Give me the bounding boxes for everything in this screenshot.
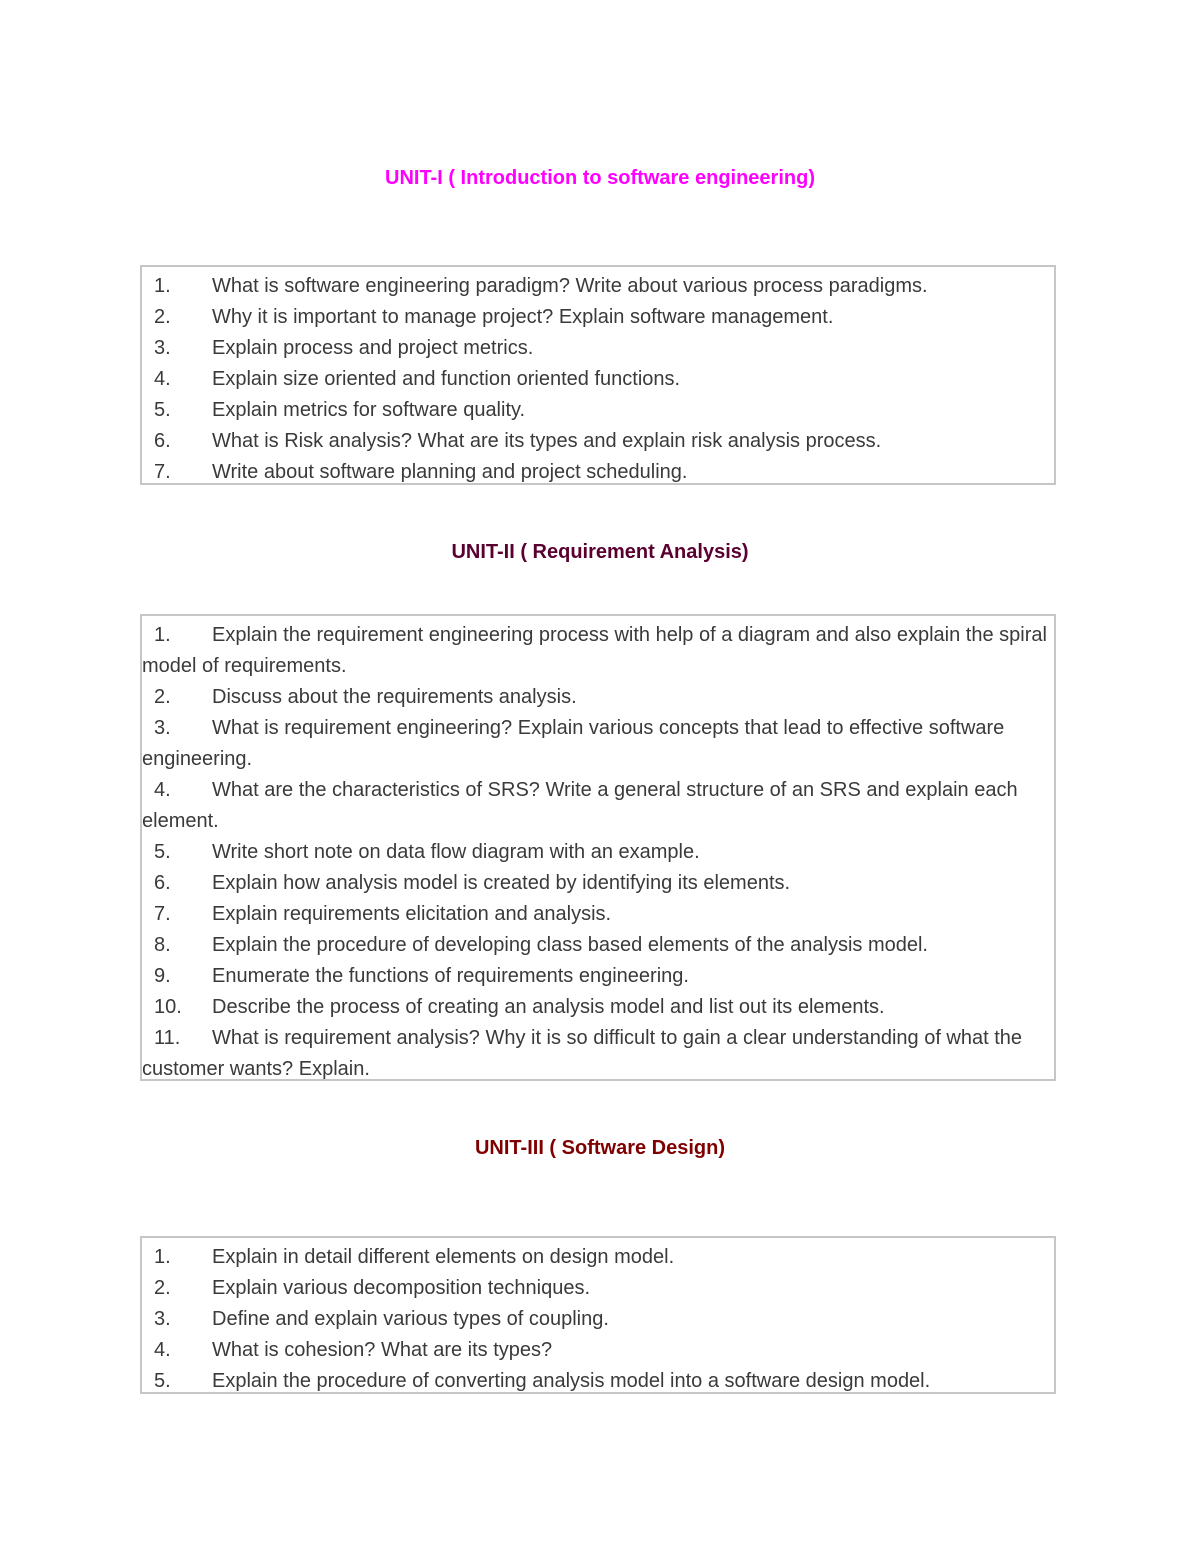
- list-item: [142, 837, 1054, 868]
- list-item: [142, 333, 1054, 364]
- question-number: 1.: [154, 275, 171, 297]
- question-number: 8.: [154, 934, 171, 956]
- unit-3-title: UNIT-III ( Software Design): [474, 1137, 726, 1159]
- question-number: 10.: [154, 996, 182, 1018]
- list-item: [142, 395, 1054, 426]
- question-text: Explain how analysis model is created by identifying its elements.: [212, 872, 791, 894]
- list-item: [142, 775, 1054, 837]
- list-item: [142, 426, 1054, 457]
- question-text: What are the characteristics of SRS? Write a general structure of an SRS and explain each element.: [142, 779, 1018, 832]
- question-text: Explain the procedure of converting analysis model into a software design model.: [212, 1370, 931, 1392]
- unit-3-question-list: [142, 1242, 1054, 1394]
- question-text: What is requirement engineering? Explain various concepts that lead to effective software engineering.: [142, 717, 1005, 770]
- list-item: [142, 364, 1054, 395]
- list-item: [142, 1335, 1054, 1366]
- question-text: Explain the requirement engineering process with help of a diagram and also explain the spiral model of requirements.: [142, 624, 1047, 677]
- list-item: [142, 1304, 1054, 1335]
- list-item: [142, 1242, 1054, 1273]
- unit-2-question-box: [140, 614, 1056, 1081]
- question-text: What is software engineering paradigm? Write about various process paradigms.: [212, 275, 928, 297]
- question-text: What is cohesion? What are its types?: [212, 1339, 553, 1361]
- unit-1-question-list: [142, 271, 1054, 485]
- question-text: Enumerate the functions of requirements engineering.: [212, 965, 689, 987]
- list-item: [142, 930, 1054, 961]
- list-item: [142, 1273, 1054, 1304]
- question-number: 2.: [154, 306, 171, 328]
- question-text: Discuss about the requirements analysis.: [212, 686, 577, 708]
- question-text: Explain process and project metrics.: [212, 337, 534, 359]
- question-text: Explain size oriented and function oriented functions.: [212, 368, 681, 390]
- question-number: 6.: [154, 872, 171, 894]
- question-text: Write about software planning and project scheduling.: [212, 461, 688, 483]
- question-number: 3.: [154, 1308, 171, 1330]
- question-number: 1.: [154, 624, 171, 646]
- list-item: [142, 457, 1054, 485]
- list-item: [142, 682, 1054, 713]
- question-number: 5.: [154, 399, 171, 421]
- question-text: Write short note on data flow diagram with an example.: [212, 841, 700, 863]
- list-item: [142, 1023, 1054, 1081]
- question-number: 5.: [154, 841, 171, 863]
- list-item: [142, 713, 1054, 775]
- list-item: [142, 271, 1054, 302]
- question-number: 7.: [154, 903, 171, 925]
- question-number: 4.: [154, 779, 171, 801]
- list-item: [142, 302, 1054, 333]
- question-number: 3.: [154, 717, 171, 739]
- unit-1-question-box: [140, 265, 1056, 485]
- question-text: Define and explain various types of coupling.: [212, 1308, 609, 1330]
- list-item: [142, 899, 1054, 930]
- question-number: 6.: [154, 430, 171, 452]
- question-text: Explain metrics for software quality.: [212, 399, 526, 421]
- unit-2-title: UNIT-II ( Requirement Analysis): [451, 541, 749, 563]
- question-number: 11.: [154, 1027, 181, 1049]
- question-number: 4.: [154, 368, 171, 390]
- question-text: Explain requirements elicitation and analysis.: [212, 903, 612, 925]
- question-number: 9.: [154, 965, 171, 987]
- question-text: Describe the process of creating an analysis model and list out its elements.: [212, 996, 885, 1018]
- list-item: [142, 992, 1054, 1023]
- question-number: 1.: [154, 1246, 171, 1268]
- question-text: Why it is important to manage project? Explain software management.: [212, 306, 834, 328]
- list-item: [142, 1366, 1054, 1394]
- unit-3-question-box: [140, 1236, 1056, 1394]
- question-number: 4.: [154, 1339, 171, 1361]
- unit-1-title: UNIT-I ( Introduction to software engineering): [385, 167, 815, 189]
- question-text: Explain the procedure of developing class based elements of the analysis model.: [212, 934, 928, 956]
- question-number: 7.: [154, 461, 171, 483]
- question-text: What is requirement analysis? Why it is so difficult to gain a clear understanding of what the customer wants? Explain.: [142, 1027, 1023, 1080]
- question-text: Explain various decomposition techniques.: [212, 1277, 590, 1299]
- question-number: 2.: [154, 1277, 171, 1299]
- unit-2-question-list: [142, 620, 1054, 1081]
- question-number: 2.: [154, 686, 171, 708]
- question-number: 3.: [154, 337, 171, 359]
- list-item: [142, 961, 1054, 992]
- question-number: 5.: [154, 1370, 171, 1392]
- list-item: [142, 620, 1054, 682]
- question-text: Explain in detail different elements on design model.: [212, 1246, 675, 1268]
- list-item: [142, 868, 1054, 899]
- question-text: What is Risk analysis? What are its types and explain risk analysis process.: [212, 430, 882, 452]
